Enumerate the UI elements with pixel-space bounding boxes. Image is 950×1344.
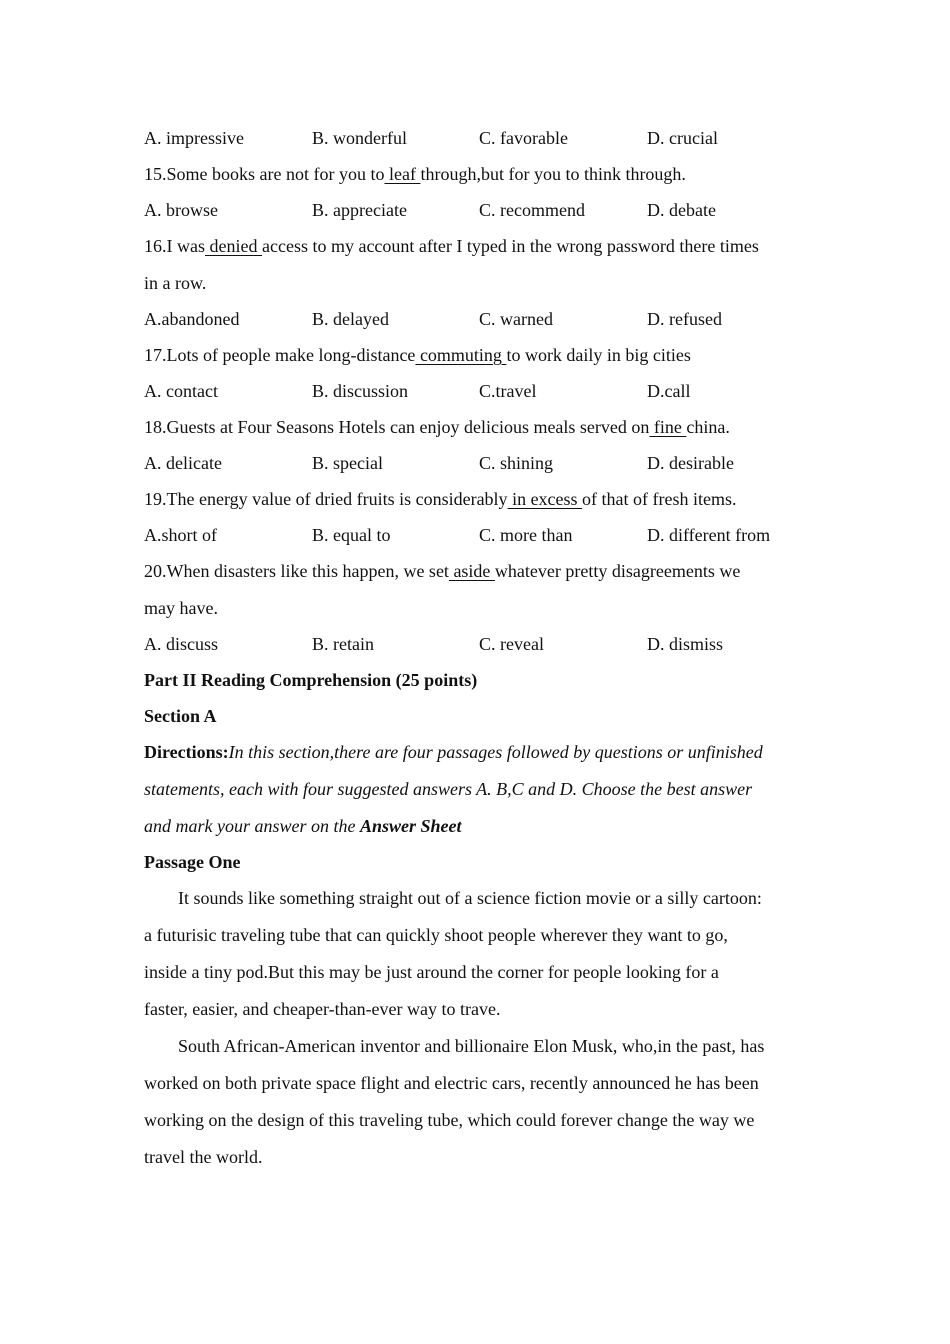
q14-option-c: C. favorable bbox=[479, 128, 568, 148]
q18-option-d: D. desirable bbox=[647, 453, 734, 473]
q19-suffix: of that of fresh items. bbox=[582, 489, 737, 509]
q18-suffix: china. bbox=[686, 417, 730, 437]
q19-underlined-word: in excess bbox=[507, 489, 583, 509]
passage-para2-line-1: South African-American inventor and billionaire Elon Musk, who,in the past, has bbox=[178, 1036, 765, 1056]
q15-option-b: B. appreciate bbox=[312, 200, 407, 220]
directions-text-3: and mark your answer on the bbox=[144, 816, 360, 836]
q18-stem bbox=[144, 416, 814, 438]
q17-option-d: D.call bbox=[647, 381, 691, 401]
q16-suffix: access to my account after I typed in the wrong password there times bbox=[261, 236, 759, 256]
q16-stem bbox=[144, 235, 814, 257]
directions-label: Directions: bbox=[144, 742, 229, 762]
q20-option-a: A. discuss bbox=[144, 634, 219, 654]
q20-option-b: B. retain bbox=[312, 634, 374, 654]
q19-option-a: A.short of bbox=[144, 525, 217, 545]
passage-para2-line-4: travel the world. bbox=[144, 1147, 263, 1167]
passage-para2-line-3: working on the design of this traveling tube, which could forever change the way we bbox=[144, 1110, 755, 1130]
q20-stem-continuation: may have. bbox=[144, 598, 218, 618]
q15-option-a: A. browse bbox=[144, 200, 218, 220]
q20-underlined-word: aside bbox=[448, 561, 495, 581]
q16-underlined-word: denied bbox=[205, 236, 262, 256]
q19-prefix: 19.The energy value of dried fruits is considerably bbox=[144, 489, 508, 509]
q20-stem bbox=[144, 560, 814, 582]
passage-para1-line-1: It sounds like something straight out of a science fiction movie or a silly cartoon: bbox=[178, 888, 762, 908]
q19-option-d: D. different from bbox=[647, 525, 771, 545]
directions-line-3 bbox=[144, 815, 814, 837]
q14-option-d: D. crucial bbox=[647, 128, 718, 148]
q14-option-b: B. wonderful bbox=[312, 128, 407, 148]
q15-stem bbox=[144, 163, 814, 185]
q17-suffix: to work daily in big cities bbox=[506, 345, 691, 365]
q18-option-c: C. shining bbox=[479, 453, 554, 473]
q15-prefix: 15.Some books are not for you to bbox=[144, 164, 385, 184]
passage-para2-line-2: worked on both private space flight and electric cars, recently announced he has been bbox=[144, 1073, 759, 1093]
directions-text-1: In this section,there are four passages followed by questions or unfinished bbox=[228, 742, 763, 762]
q19-option-c: C. more than bbox=[479, 525, 573, 545]
q15-option-d: D. debate bbox=[647, 200, 716, 220]
answer-sheet-label: Answer Sheet bbox=[359, 816, 462, 836]
q19-option-b: B. equal to bbox=[312, 525, 391, 545]
q15-option-c: C. recommend bbox=[479, 200, 585, 220]
q16-stem-continuation: in a row. bbox=[144, 273, 207, 293]
passage-para1-line-3: inside a tiny pod.But this may be just around the corner for people looking for a bbox=[144, 962, 719, 982]
passage-one-title: Passage One bbox=[144, 852, 241, 872]
q20-option-d: D. dismiss bbox=[647, 634, 724, 654]
directions-line-1 bbox=[144, 741, 814, 763]
passage-para1-line-2: a futurisic traveling tube that can quickly shoot people wherever they want to go, bbox=[144, 925, 728, 945]
q20-suffix: whatever pretty disagreements we bbox=[494, 561, 741, 581]
q16-option-d: D. refused bbox=[647, 309, 722, 329]
q14-option-a: A. impressive bbox=[144, 128, 244, 148]
part2-heading: Part II Reading Comprehension (25 points) bbox=[144, 670, 478, 690]
q17-prefix: 17.Lots of people make long-distance bbox=[144, 345, 416, 365]
q20-prefix: 20.When disasters like this happen, we set bbox=[144, 561, 449, 581]
q17-underlined-word: commuting bbox=[415, 345, 507, 365]
q15-suffix: through,but for you to think through. bbox=[420, 164, 686, 184]
q15-underlined-word: leaf bbox=[384, 164, 421, 184]
q20-option-c: C. reveal bbox=[479, 634, 544, 654]
q18-prefix: 18.Guests at Four Seasons Hotels can enjoy delicious meals served on bbox=[144, 417, 650, 437]
q17-stem bbox=[144, 344, 814, 366]
q17-option-a: A. contact bbox=[144, 381, 218, 401]
q16-option-b: B. delayed bbox=[312, 309, 389, 329]
section-a-heading: Section A bbox=[144, 706, 217, 726]
q18-option-b: B. special bbox=[312, 453, 383, 473]
q17-option-c: C.travel bbox=[479, 381, 537, 401]
q16-option-c: C. warned bbox=[479, 309, 553, 329]
q18-option-a: A. delicate bbox=[144, 453, 222, 473]
q16-prefix: 16.I was bbox=[144, 236, 205, 256]
q19-stem bbox=[144, 488, 814, 510]
q17-option-b: B. discussion bbox=[312, 381, 409, 401]
q16-option-a: A.abandoned bbox=[144, 309, 240, 329]
passage-para1-line-4: faster, easier, and cheaper-than-ever way to trave. bbox=[144, 999, 501, 1019]
q18-underlined-word: fine bbox=[649, 417, 687, 437]
directions-line-2: statements, each with four suggested answers A. B,C and D. Choose the best answer bbox=[144, 779, 753, 799]
